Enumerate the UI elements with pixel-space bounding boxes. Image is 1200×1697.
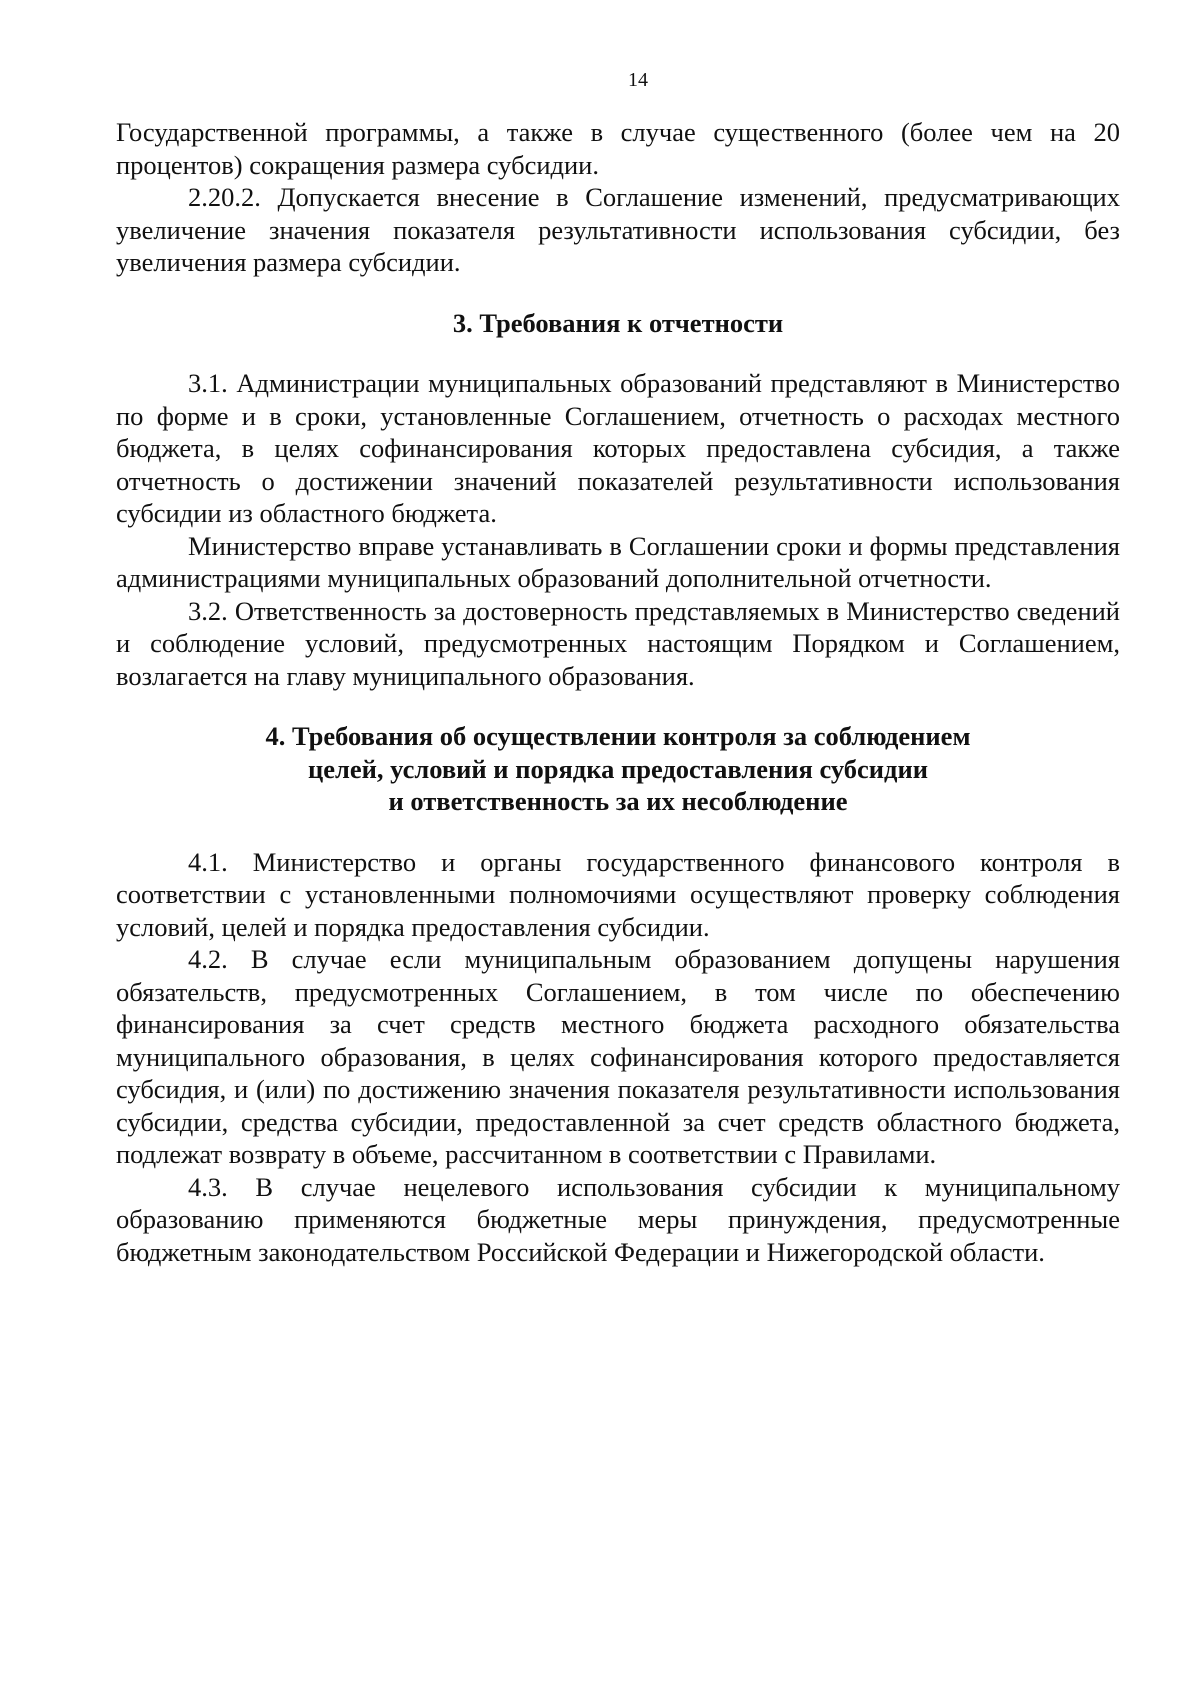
section-4-heading: [116, 720, 1120, 818]
paragraph-4-2: 4.2. В случае если муниципальным образованием допущены нарушения обязательств, предусмотренных Соглашением, в том числе по обеспечению финансирования за счет средств местного бюджета расходного обязательства муниципального образования, в целях софинансирования которого предоставляется субсидия, и (или) по достижению значения показателя результативности использования субсидии, средства субсидии, предоставленной за счет средств областного бюджета, подлежат возврату в объеме, рассчитанном в соответствии с Правилами.: [116, 944, 1120, 1169]
paragraph-3-1: 3.1. Администрации муниципальных образований представляют в Министерство по форме и в сроки, установленные Соглашением, отчетность о расходах местного бюджета, в целях софинансирования которых предоставлена субсидия, а также отчетность о достижении значений показателей результативности использования субсидии из областного бюджета.: [116, 368, 1120, 528]
paragraph-3-2: 3.2. Ответственность за достоверность представляемых в Министерство сведений и соблюдение условий, предусмотренных настоящим Порядком и Соглашением, возлагается на главу муниципального образования.: [116, 595, 1120, 691]
paragraph-continuation: Государственной программы, а также в случае существенного (более чем на 20 процентов) сокращения размера субсидии.: [116, 117, 1120, 180]
page-number: 14: [628, 69, 648, 91]
paragraph-3-1-second: Министерство вправе устанавливать в Соглашении сроки и формы представления администрациями муниципальных образований дополнительной отчетности.: [116, 530, 1120, 593]
section-4-heading-line: 4. Требования об осуществлении контроля за соблюдением: [265, 721, 971, 751]
section-4-heading-line: и ответственность за их несоблюдение: [388, 786, 848, 816]
paragraph-2-20-2: 2.20.2. Допускается внесение в Соглашение изменений, предусматривающих увеличение значения показателя результативности использования субсидии, без увеличения размера субсидии.: [116, 182, 1120, 277]
paragraph-4-3: 4.3. В случае нецелевого использования субсидии к муниципальному образованию применяются бюджетные меры принуждения, предусмотренные бюджетным законодательством Российской Федерации и Нижегородской области.: [116, 1171, 1120, 1267]
section-4-heading-line: целей, условий и порядка предоставления субсидии: [308, 753, 928, 784]
section-3-heading: 3. Требования к отчетности: [452, 307, 784, 338]
paragraph-4-1: 4.1. Министерство и органы государственного финансового контроля в соответствии с установленными полномочиями осуществляют проверку соблюдения условий, целей и порядка предоставления субсидии.: [116, 846, 1120, 942]
